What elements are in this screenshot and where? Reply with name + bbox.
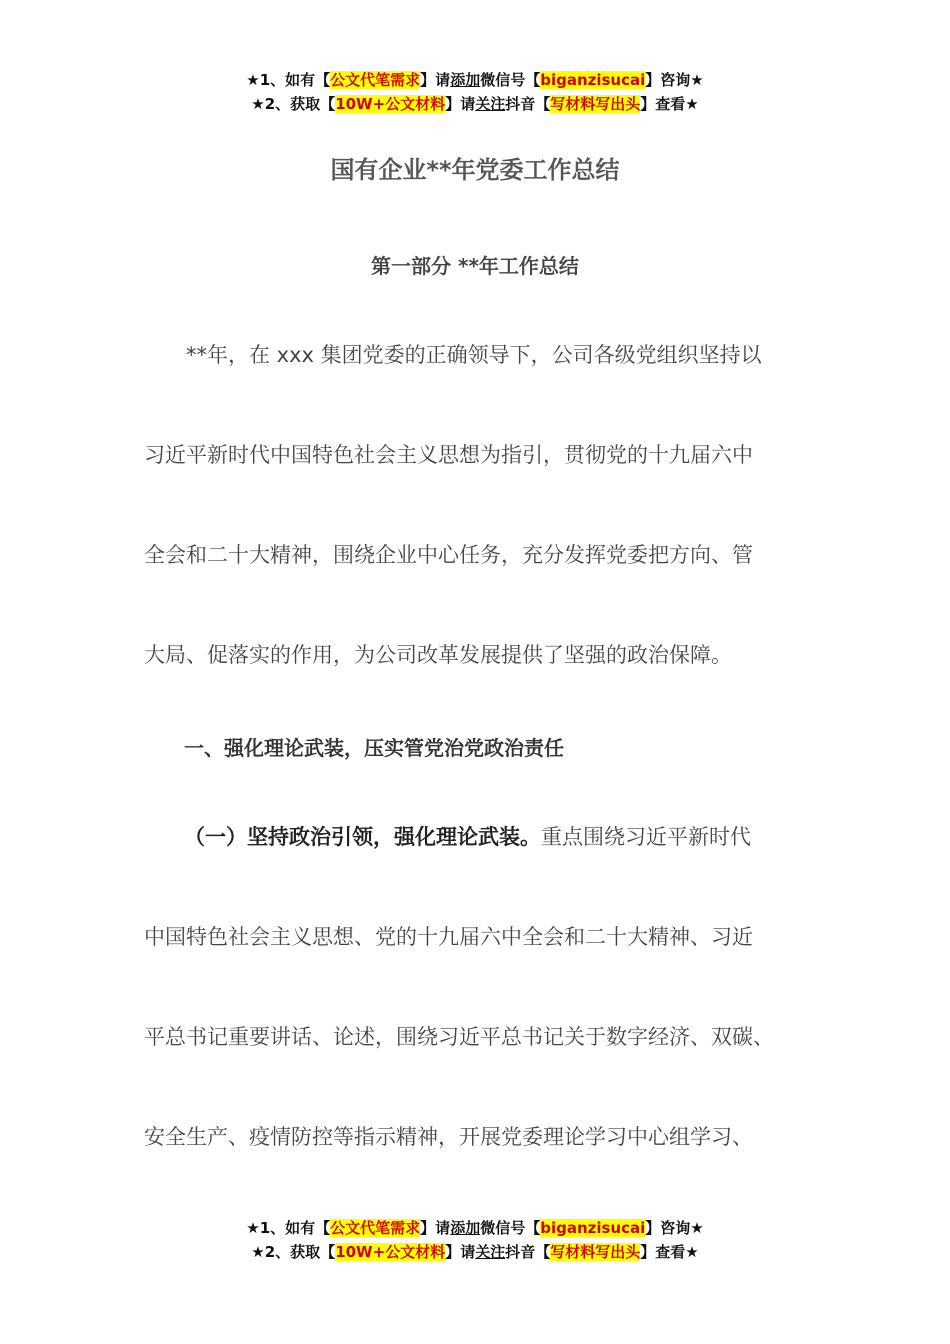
banner-text: 】查看★: [640, 1243, 699, 1261]
banner-text: 】请: [420, 71, 451, 89]
section-heading: 一、强化理论武装，压实管党治党政治责任: [184, 736, 564, 760]
banner-highlight: biganzisucai: [540, 71, 646, 89]
banner-text: ★1、如有【: [246, 1219, 331, 1237]
header-banner: [0, 68, 950, 116]
banner-text: 】咨询★: [645, 71, 704, 89]
footer-banner: [0, 1216, 950, 1264]
banner-text: 微信号【: [480, 1219, 541, 1237]
banner-text: ★1、如有【: [246, 71, 331, 89]
banner-highlight: 写材料写出头: [550, 1243, 641, 1261]
banner-highlight: 公文代笔需求: [330, 71, 421, 89]
banner-text: 】请: [420, 1219, 451, 1237]
banner-underline: 添加: [450, 1219, 481, 1237]
banner-underline: 添加: [450, 71, 481, 89]
paragraph-line: [184, 822, 824, 852]
subheading-inline: （一）坚持政治引领，强化理论武装。: [184, 825, 541, 849]
banner-text: 】请: [445, 1243, 476, 1261]
banner-text: 】咨询★: [645, 1219, 704, 1237]
paragraph-text: 重点围绕习近平新时代: [541, 825, 751, 849]
banner-line-1: [0, 1216, 950, 1240]
document-subtitle: 第一部分 **年工作总结: [371, 254, 579, 278]
document-title: 国有企业**年党委工作总结: [330, 156, 620, 184]
paragraph-line: 全会和二十大精神，围绕企业中心任务，充分发挥党委把方向、管: [144, 543, 753, 567]
banner-highlight: 公文代笔需求: [330, 1219, 421, 1237]
paragraph-line: 中国特色社会主义思想、党的十九届六中全会和二十大精神、习近: [144, 925, 753, 949]
banner-text: 】查看★: [640, 95, 699, 113]
banner-text: ★2、获取【: [251, 95, 336, 113]
paragraph-line: 大局、促落实的作用，为公司改革发展提供了坚强的政治保障。: [144, 643, 732, 667]
banner-underline: 关注: [475, 1243, 506, 1261]
banner-line-2: [0, 1240, 950, 1264]
banner-underline: 关注: [475, 95, 506, 113]
banner-line-2: [0, 92, 950, 116]
banner-highlight: 写材料写出头: [550, 95, 641, 113]
banner-line-1: [0, 68, 950, 92]
paragraph-line: 安全生产、疫情防控等指示精神，开展党委理论学习中心组学习、: [144, 1125, 753, 1149]
banner-text: 】请: [445, 95, 476, 113]
banner-highlight: 10W+公文材料: [335, 95, 446, 113]
banner-text: 微信号【: [480, 71, 541, 89]
banner-text: ★2、获取【: [251, 1243, 336, 1261]
paragraph-line: 习近平新时代中国特色社会主义思想为指引，贯彻党的十九届六中: [144, 443, 753, 467]
banner-highlight: 10W+公文材料: [335, 1243, 446, 1261]
banner-text: 抖音【: [505, 1243, 551, 1261]
banner-text: 抖音【: [505, 95, 551, 113]
banner-highlight: biganzisucai: [540, 1219, 646, 1237]
paragraph-line: **年，在 xxx 集团党委的正确领导下，公司各级党组织坚持以: [144, 343, 762, 367]
paragraph-line: 平总书记重要讲话、论述，围绕习近平总书记关于数字经济、双碳、: [144, 1025, 774, 1049]
